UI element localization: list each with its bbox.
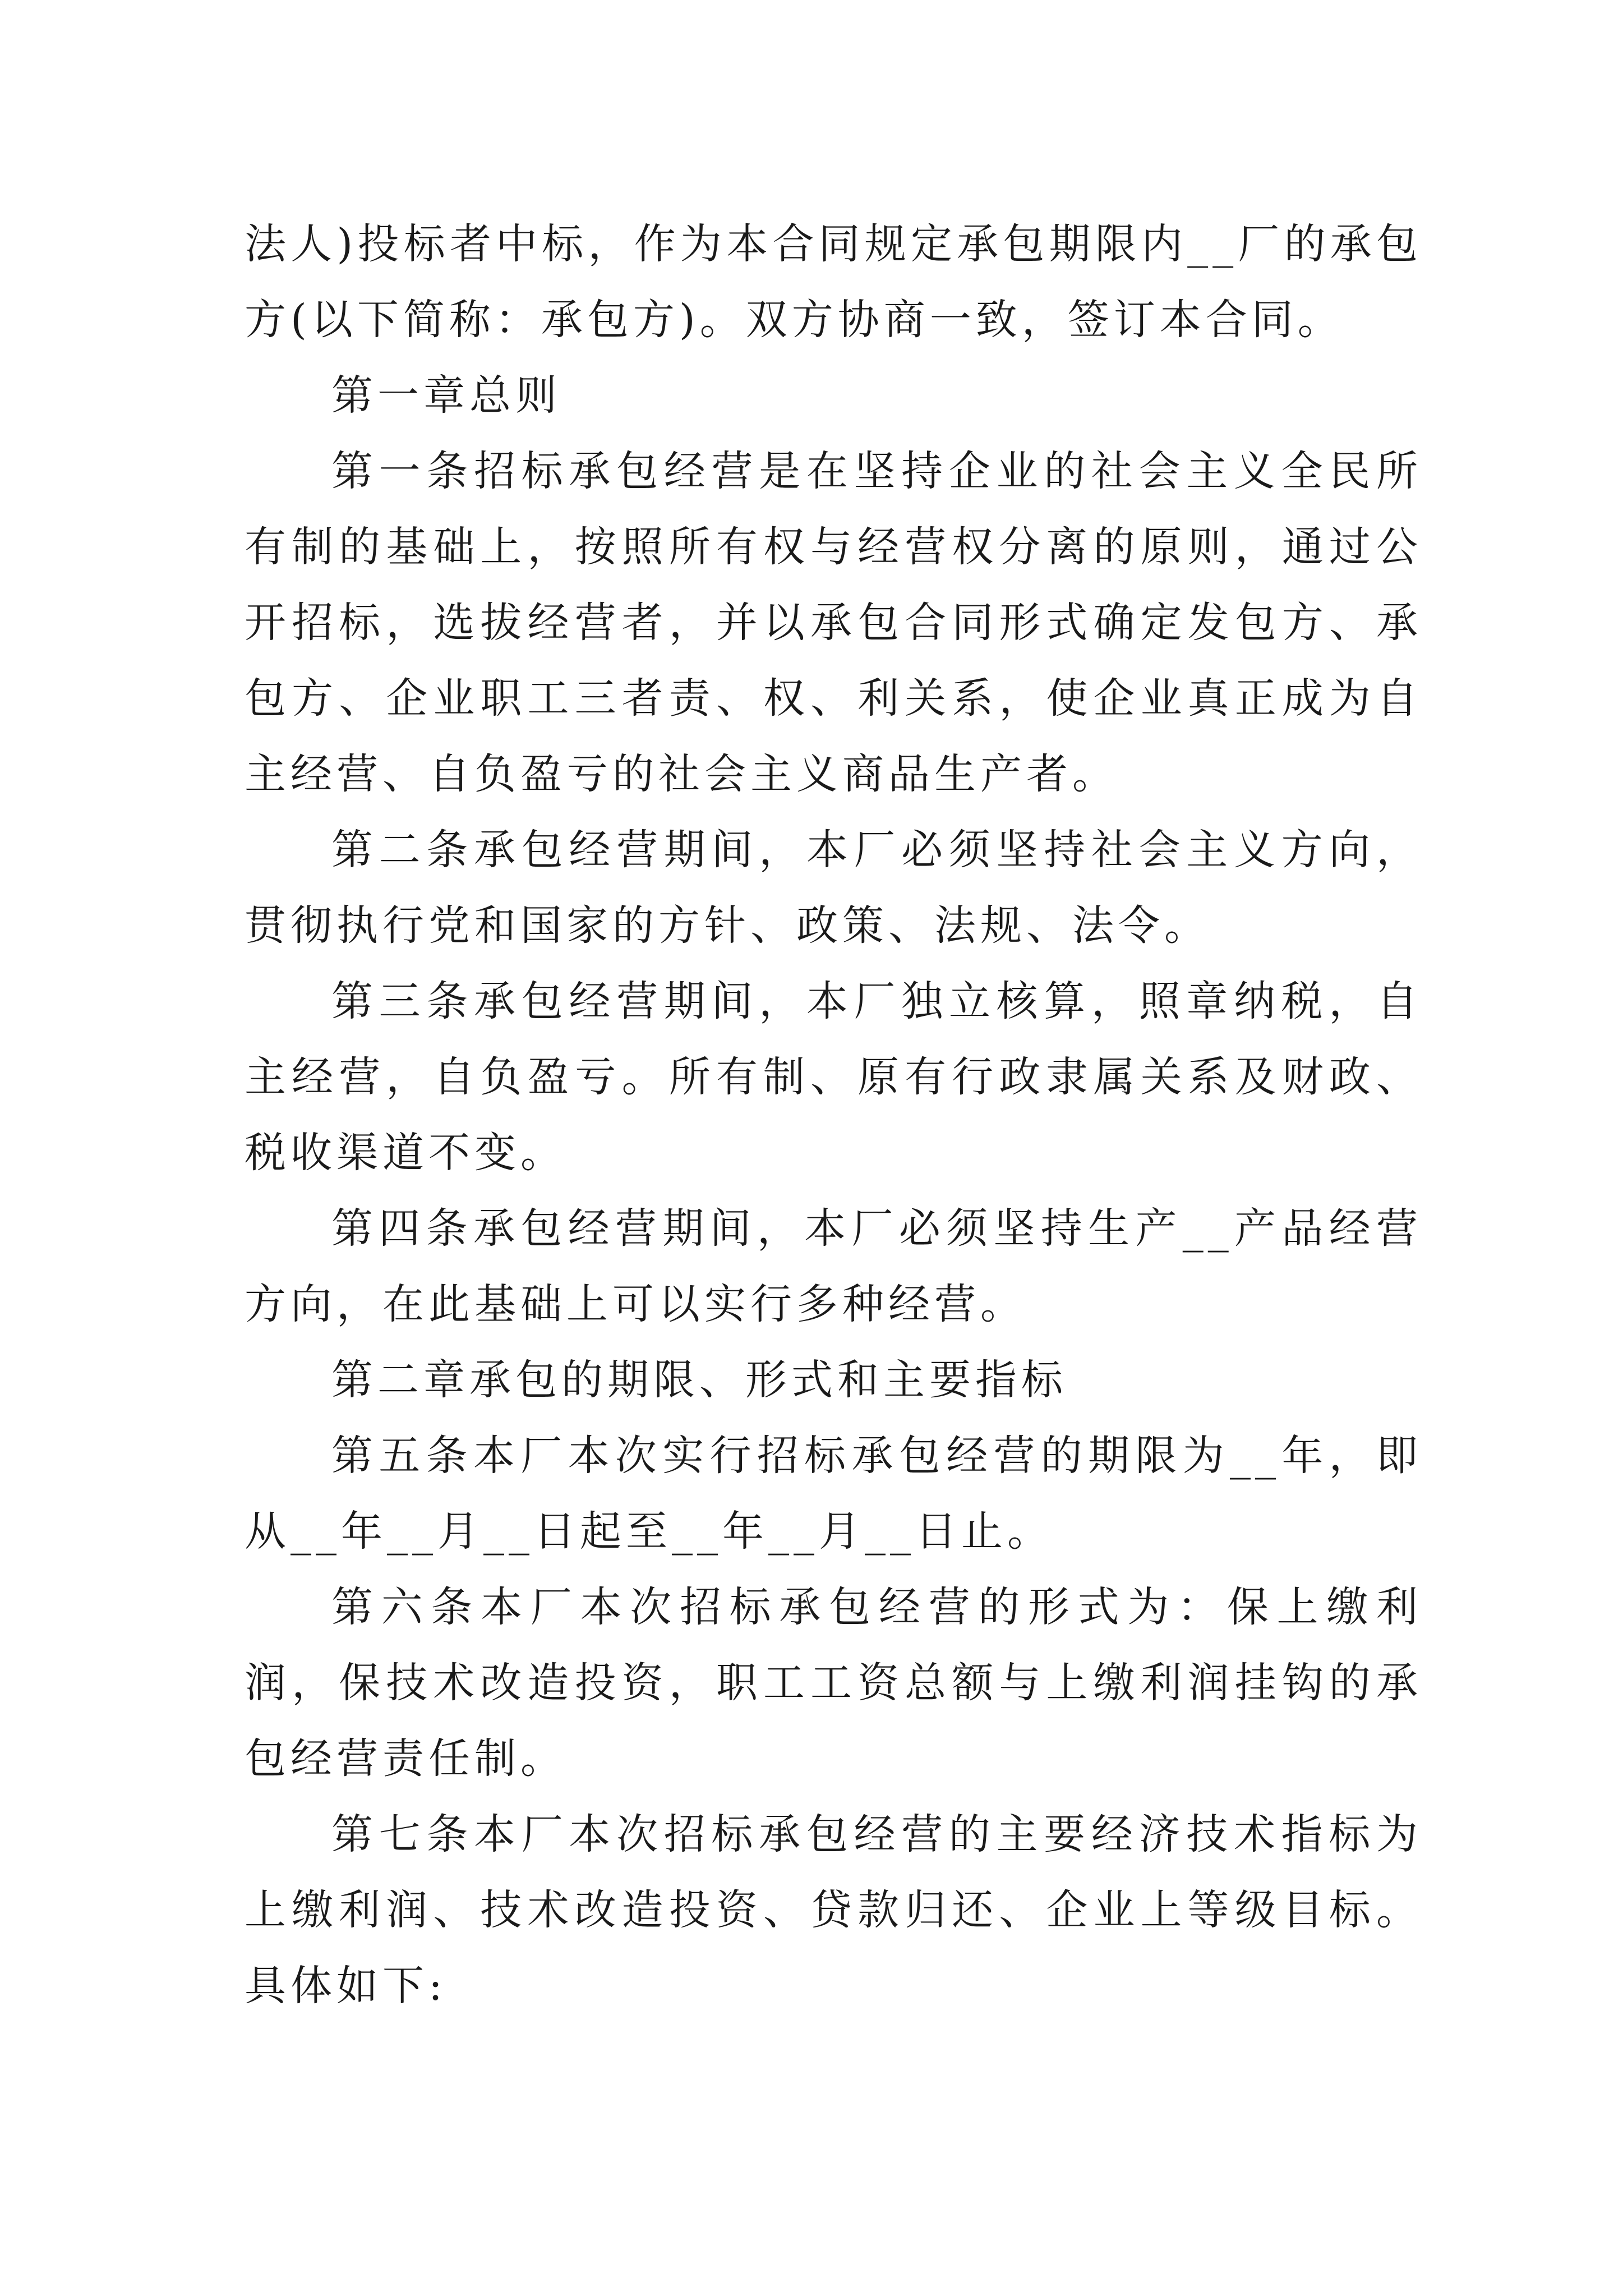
article-5: 第五条本厂本次实行招标承包经营的期限为__年，即从__年__月__日起至__年__月__日止。	[245, 1432, 1422, 1556]
document-body	[245, 206, 1422, 2024]
article-3: 第三条承包经营期间，本厂独立核算，照章纳税，自主经营，自负盈亏。所有制、原有行政隶属关系及财政、税收渠道不变。	[245, 977, 1422, 1177]
paragraph-contract-parties: 法人)投标者中标，作为本合同规定承包期限内__厂的承包方(以下简称：承包方)。双方协商一致，签订本合同。	[245, 220, 1422, 344]
chapter-heading-general: 第一章总则	[331, 371, 561, 420]
article-6: 第六条本厂本次招标承包经营的形式为：保上缴利润，保技术改造投资，职工工资总额与上缴利润挂钩的承包经营责任制。	[245, 1583, 1422, 1783]
chapter-heading-term-form: 第二章承包的期限、形式和主要指标	[331, 1356, 1067, 1404]
article-2: 第二条承包经营期间，本厂必须坚持社会主义方向，贯彻执行党和国家的方针、政策、法规、法令。	[245, 826, 1422, 950]
article-4: 第四条承包经营期间，本厂必须坚持生产__产品经营方向，在此基础上可以实行多种经营。	[245, 1204, 1422, 1328]
article-7: 第七条本厂本次招标承包经营的主要经济技术指标为上缴利润、技术改造投资、贷款归还、企业上等级目标。具体如下:	[245, 1810, 1422, 2010]
article-1: 第一条招标承包经营是在坚持企业的社会主义全民所有制的基础上，按照所有权与经营权分离的原则，通过公开招标，选拔经营者，并以承包合同形式确定发包方、承包方、企业职工三者责、权、利关系，使企业真正成为自主经营、自负盈亏的社会主义商品生产者。	[245, 447, 1422, 798]
